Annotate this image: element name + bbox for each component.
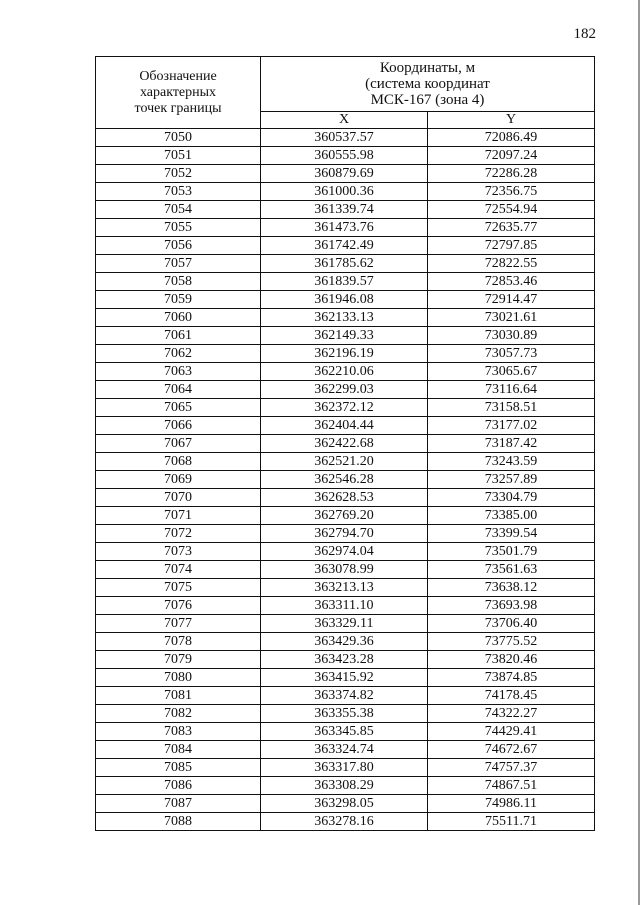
point-id-cell: 7057 bbox=[96, 255, 261, 273]
y-coordinate-cell: 72635.77 bbox=[428, 219, 595, 237]
point-id-cell: 7056 bbox=[96, 237, 261, 255]
y-coordinate-cell: 73021.61 bbox=[428, 309, 595, 327]
y-coordinate-cell: 72853.46 bbox=[428, 273, 595, 291]
point-id-cell: 7063 bbox=[96, 363, 261, 381]
y-coordinate-cell: 73399.54 bbox=[428, 525, 595, 543]
point-id-cell: 7088 bbox=[96, 813, 261, 831]
y-coordinate-cell: 74757.37 bbox=[428, 759, 595, 777]
x-coordinate-cell: 363345.85 bbox=[261, 723, 428, 741]
y-coordinate-cell: 73638.12 bbox=[428, 579, 595, 597]
x-coordinate-cell: 360555.98 bbox=[261, 147, 428, 165]
y-coordinate-cell: 73820.46 bbox=[428, 651, 595, 669]
y-coordinate-cell: 74986.11 bbox=[428, 795, 595, 813]
point-label-header-line: Обозначение bbox=[139, 68, 217, 84]
table-row bbox=[96, 597, 595, 615]
table-row bbox=[96, 183, 595, 201]
table-row bbox=[96, 813, 595, 831]
y-coordinate-cell: 73706.40 bbox=[428, 615, 595, 633]
point-id-cell: 7066 bbox=[96, 417, 261, 435]
point-id-cell: 7068 bbox=[96, 453, 261, 471]
x-coordinate-cell: 362196.19 bbox=[261, 345, 428, 363]
coordinates-header-line: Координаты, м bbox=[379, 60, 476, 76]
y-coordinate-cell: 73030.89 bbox=[428, 327, 595, 345]
y-coordinate-cell: 75511.71 bbox=[428, 813, 595, 831]
point-id-cell: 7067 bbox=[96, 435, 261, 453]
table-body bbox=[96, 129, 595, 831]
table-row bbox=[96, 561, 595, 579]
point-id-cell: 7058 bbox=[96, 273, 261, 291]
x-coordinate-cell: 362546.28 bbox=[261, 471, 428, 489]
y-coordinate-cell: 73065.67 bbox=[428, 363, 595, 381]
x-coordinate-cell: 362149.33 bbox=[261, 327, 428, 345]
coordinates-header bbox=[261, 57, 595, 112]
table-row bbox=[96, 345, 595, 363]
point-id-cell: 7050 bbox=[96, 129, 261, 147]
table-row bbox=[96, 201, 595, 219]
table-row bbox=[96, 363, 595, 381]
y-coordinate-cell: 72822.55 bbox=[428, 255, 595, 273]
y-coordinate-cell: 73158.51 bbox=[428, 399, 595, 417]
y-coordinate-cell: 73561.63 bbox=[428, 561, 595, 579]
table-row bbox=[96, 669, 595, 687]
table-row bbox=[96, 489, 595, 507]
table-row bbox=[96, 651, 595, 669]
y-coordinate-cell: 73243.59 bbox=[428, 453, 595, 471]
point-id-cell: 7082 bbox=[96, 705, 261, 723]
table-row bbox=[96, 453, 595, 471]
x-coordinate-cell: 361742.49 bbox=[261, 237, 428, 255]
x-coordinate-cell: 363078.99 bbox=[261, 561, 428, 579]
point-id-cell: 7051 bbox=[96, 147, 261, 165]
table-row bbox=[96, 507, 595, 525]
y-coordinate-cell: 72914.47 bbox=[428, 291, 595, 309]
y-coordinate-cell: 73116.64 bbox=[428, 381, 595, 399]
y-coordinate-cell: 73775.52 bbox=[428, 633, 595, 651]
table-row bbox=[96, 759, 595, 777]
x-coordinate-cell: 363298.05 bbox=[261, 795, 428, 813]
x-coordinate-cell: 363324.74 bbox=[261, 741, 428, 759]
table-row bbox=[96, 741, 595, 759]
y-coordinate-cell: 72097.24 bbox=[428, 147, 595, 165]
table-row bbox=[96, 381, 595, 399]
point-id-cell: 7079 bbox=[96, 651, 261, 669]
x-coordinate-cell: 363311.10 bbox=[261, 597, 428, 615]
point-id-cell: 7085 bbox=[96, 759, 261, 777]
x-coordinate-cell: 362794.70 bbox=[261, 525, 428, 543]
table-row bbox=[96, 255, 595, 273]
y-coordinate-cell: 73874.85 bbox=[428, 669, 595, 687]
point-id-cell: 7053 bbox=[96, 183, 261, 201]
x-coordinate-cell: 362628.53 bbox=[261, 489, 428, 507]
x-coordinate-cell: 362404.44 bbox=[261, 417, 428, 435]
point-id-cell: 7086 bbox=[96, 777, 261, 795]
table-row bbox=[96, 165, 595, 183]
y-coordinate-cell: 73385.00 bbox=[428, 507, 595, 525]
point-id-cell: 7069 bbox=[96, 471, 261, 489]
point-id-cell: 7087 bbox=[96, 795, 261, 813]
x-header: X bbox=[261, 112, 428, 129]
x-coordinate-cell: 362210.06 bbox=[261, 363, 428, 381]
x-coordinate-cell: 361839.57 bbox=[261, 273, 428, 291]
table-row bbox=[96, 291, 595, 309]
x-coordinate-cell: 363429.36 bbox=[261, 633, 428, 651]
point-id-cell: 7059 bbox=[96, 291, 261, 309]
y-header: Y bbox=[428, 112, 595, 129]
point-id-cell: 7075 bbox=[96, 579, 261, 597]
y-coordinate-cell: 72356.75 bbox=[428, 183, 595, 201]
x-coordinate-cell: 363374.82 bbox=[261, 687, 428, 705]
x-coordinate-cell: 361946.08 bbox=[261, 291, 428, 309]
x-coordinate-cell: 362769.20 bbox=[261, 507, 428, 525]
table-row bbox=[96, 309, 595, 327]
point-id-cell: 7073 bbox=[96, 543, 261, 561]
x-coordinate-cell: 361785.62 bbox=[261, 255, 428, 273]
point-id-cell: 7065 bbox=[96, 399, 261, 417]
y-coordinate-cell: 73693.98 bbox=[428, 597, 595, 615]
table-row bbox=[96, 723, 595, 741]
x-coordinate-cell: 362974.04 bbox=[261, 543, 428, 561]
table-row bbox=[96, 471, 595, 489]
point-id-cell: 7061 bbox=[96, 327, 261, 345]
table-row bbox=[96, 417, 595, 435]
y-coordinate-cell: 72286.28 bbox=[428, 165, 595, 183]
point-id-cell: 7071 bbox=[96, 507, 261, 525]
x-coordinate-cell: 360537.57 bbox=[261, 129, 428, 147]
y-coordinate-cell: 74322.27 bbox=[428, 705, 595, 723]
table-row bbox=[96, 525, 595, 543]
table-row bbox=[96, 615, 595, 633]
table-row bbox=[96, 399, 595, 417]
table-row bbox=[96, 219, 595, 237]
point-label-header bbox=[96, 57, 261, 129]
x-coordinate-cell: 363278.16 bbox=[261, 813, 428, 831]
y-coordinate-cell: 74429.41 bbox=[428, 723, 595, 741]
y-coordinate-cell: 73187.42 bbox=[428, 435, 595, 453]
point-id-cell: 7054 bbox=[96, 201, 261, 219]
point-label-header-line: характерных bbox=[139, 84, 217, 100]
table-row bbox=[96, 579, 595, 597]
point-id-cell: 7064 bbox=[96, 381, 261, 399]
point-id-cell: 7083 bbox=[96, 723, 261, 741]
table-row bbox=[96, 273, 595, 291]
y-coordinate-cell: 73501.79 bbox=[428, 543, 595, 561]
y-coordinate-cell: 74178.45 bbox=[428, 687, 595, 705]
point-id-cell: 7052 bbox=[96, 165, 261, 183]
point-id-cell: 7080 bbox=[96, 669, 261, 687]
y-coordinate-cell: 73257.89 bbox=[428, 471, 595, 489]
table-row bbox=[96, 705, 595, 723]
x-coordinate-cell: 361339.74 bbox=[261, 201, 428, 219]
point-id-cell: 7076 bbox=[96, 597, 261, 615]
coordinates-header-line: (система координат bbox=[365, 76, 490, 92]
page-number: 182 bbox=[573, 26, 596, 42]
x-coordinate-cell: 363317.80 bbox=[261, 759, 428, 777]
table-row bbox=[96, 777, 595, 795]
point-id-cell: 7072 bbox=[96, 525, 261, 543]
table-row bbox=[96, 687, 595, 705]
x-coordinate-cell: 363308.29 bbox=[261, 777, 428, 795]
point-id-cell: 7055 bbox=[96, 219, 261, 237]
table-row bbox=[96, 147, 595, 165]
y-coordinate-cell: 72554.94 bbox=[428, 201, 595, 219]
y-coordinate-cell: 73057.73 bbox=[428, 345, 595, 363]
x-coordinate-cell: 362422.68 bbox=[261, 435, 428, 453]
point-label-header-line: точек границы bbox=[134, 100, 222, 116]
x-coordinate-cell: 361000.36 bbox=[261, 183, 428, 201]
x-coordinate-cell: 362372.12 bbox=[261, 399, 428, 417]
y-coordinate-cell: 73304.79 bbox=[428, 489, 595, 507]
table-row bbox=[96, 633, 595, 651]
table-row bbox=[96, 237, 595, 255]
x-coordinate-cell: 361473.76 bbox=[261, 219, 428, 237]
point-id-cell: 7084 bbox=[96, 741, 261, 759]
x-coordinate-cell: 362521.20 bbox=[261, 453, 428, 471]
x-coordinate-cell: 363415.92 bbox=[261, 669, 428, 687]
x-coordinate-cell: 363329.11 bbox=[261, 615, 428, 633]
point-id-cell: 7074 bbox=[96, 561, 261, 579]
x-coordinate-cell: 362299.03 bbox=[261, 381, 428, 399]
point-id-cell: 7078 bbox=[96, 633, 261, 651]
table-row bbox=[96, 435, 595, 453]
y-coordinate-cell: 74672.67 bbox=[428, 741, 595, 759]
y-coordinate-cell: 73177.02 bbox=[428, 417, 595, 435]
table-row bbox=[96, 327, 595, 345]
y-coordinate-cell: 72086.49 bbox=[428, 129, 595, 147]
table-row bbox=[96, 129, 595, 147]
coordinates-header-line: МСК-167 (зона 4) bbox=[370, 92, 485, 108]
point-id-cell: 7070 bbox=[96, 489, 261, 507]
x-coordinate-cell: 363355.38 bbox=[261, 705, 428, 723]
x-coordinate-cell: 362133.13 bbox=[261, 309, 428, 327]
table-row bbox=[96, 795, 595, 813]
table-row bbox=[96, 543, 595, 561]
point-id-cell: 7062 bbox=[96, 345, 261, 363]
x-coordinate-cell: 360879.69 bbox=[261, 165, 428, 183]
y-coordinate-cell: 74867.51 bbox=[428, 777, 595, 795]
x-coordinate-cell: 363213.13 bbox=[261, 579, 428, 597]
point-id-cell: 7077 bbox=[96, 615, 261, 633]
y-coordinate-cell: 72797.85 bbox=[428, 237, 595, 255]
point-id-cell: 7060 bbox=[96, 309, 261, 327]
x-coordinate-cell: 363423.28 bbox=[261, 651, 428, 669]
coordinates-table bbox=[95, 56, 595, 831]
point-id-cell: 7081 bbox=[96, 687, 261, 705]
